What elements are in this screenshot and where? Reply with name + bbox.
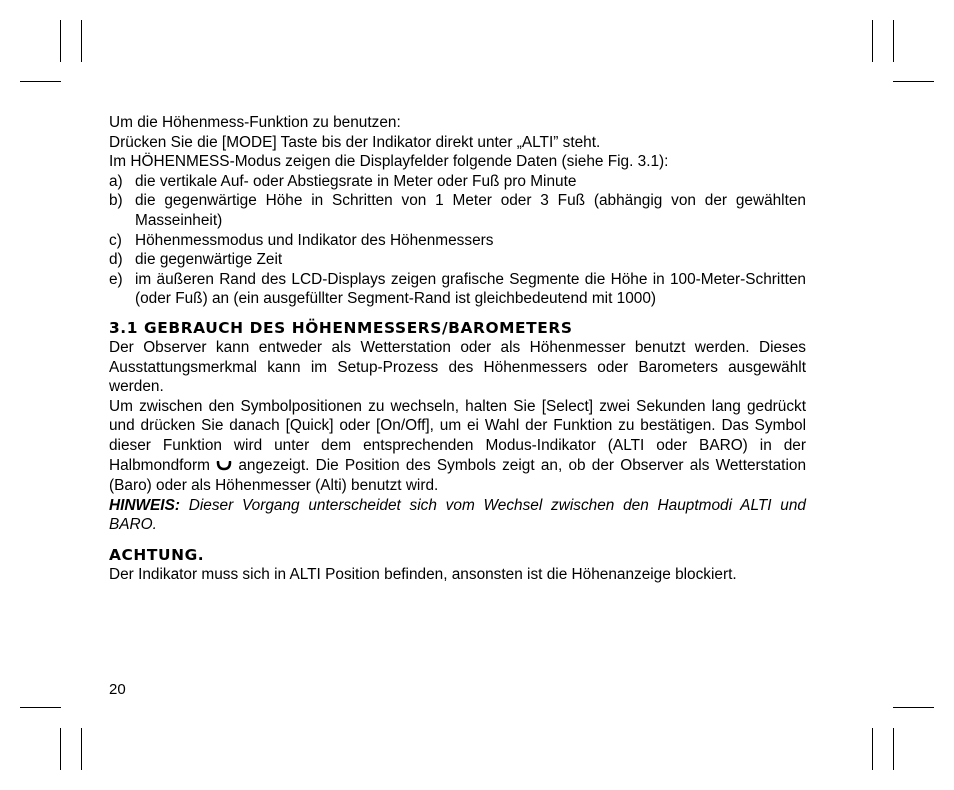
crop-mark: [893, 20, 894, 62]
halfmoon-icon: [216, 457, 232, 477]
page-number: 20: [109, 681, 126, 698]
paragraph-text: angezeigt. Die Position des Symbols zeigt an, ob der Observer als Wetterstation (Baro) oder als Höhenmesser (Alti) benutzt wird.: [109, 456, 806, 495]
display-fields-list: [109, 172, 806, 309]
crop-mark: [20, 81, 61, 82]
paragraph-text: Um zwischen den Symbolpositionen zu wechseln, halten Sie [Select] zwei Sekunden lang gedrückt und drücken Sie danach [Quick] oder [On/Off], um ei Wahl der Funktion zu bestätigen. Das Symbol dieser Funktion wird unter dem entsprechenden Modus-Indikator (ALTI oder BARO) in der Halbmondform: [109, 397, 806, 474]
list-marker: c): [109, 231, 122, 249]
crop-mark: [872, 728, 873, 770]
list-item-text: im äußeren Rand des LCD-Displays zeigen grafische Segmente die Höhe in 100-Meter-Schritten (oder Fuß) an (ein ausgefüllter Segment-Rand ist gleichbedeutend mit 1000): [135, 270, 806, 308]
intro-line: Im HÖHENMESS-Modus zeigen die Displayfelder folgende Daten (siehe Fig. 3.1):: [109, 153, 669, 171]
section-paragraph: Der Observer kann entweder als Wetterstation oder als Höhenmesser benutzt werden. Dieses Ausstattungsmerkmal kann im Setup-Prozess des Höhenmessers oder Barometers ausgewählt werden.: [109, 338, 806, 396]
crop-mark: [893, 707, 934, 708]
list-marker: e): [109, 270, 123, 288]
intro-line: Um die Höhenmess-Funktion zu benutzen:: [109, 114, 401, 131]
crop-mark: [60, 728, 61, 770]
intro-line: Drücken Sie die [MODE] Taste bis der Indikator direkt unter „ALTI” steht.: [109, 133, 601, 151]
page-content: [109, 113, 806, 584]
list-item: [109, 231, 806, 251]
list-item: [109, 250, 806, 270]
crop-mark: [872, 20, 873, 62]
crop-mark: [893, 81, 934, 82]
list-item-text: die gegenwärtige Höhe in Schritten von 1 Meter oder 3 Fuß (abhängig von der gewählten Masseinheit): [135, 192, 806, 229]
section-heading: 3.1 GEBRAUCH DES HÖHENMESSERS/BAROMETERS: [109, 318, 573, 337]
note-text: Dieser Vorgang unterscheidet sich vom Wechsel zwischen den Hauptmodi ALTI und BARO.: [109, 496, 806, 534]
warning-heading: ACHTUNG.: [109, 545, 205, 564]
warning-text: Der Indikator muss sich in ALTI Position befinden, ansonsten ist die Höhenanzeige blockiert.: [109, 565, 737, 583]
note-label: HINWEIS:: [109, 496, 180, 514]
list-marker: d): [109, 251, 123, 269]
list-item: [109, 191, 806, 230]
list-item-text: die gegenwärtige Zeit: [135, 251, 283, 269]
note: [109, 496, 806, 535]
list-item-text: die vertikale Auf- oder Abstiegsrate in Meter oder Fuß pro Minute: [135, 172, 577, 190]
list-item: [109, 172, 806, 192]
list-marker: b): [109, 192, 123, 210]
list-marker: a): [109, 172, 123, 190]
crop-mark: [893, 728, 894, 770]
crop-mark: [81, 728, 82, 770]
crop-mark: [60, 20, 61, 62]
list-item: [109, 270, 806, 309]
list-item-text: Höhenmessmodus und Indikator des Höhenmessers: [135, 231, 494, 249]
crop-mark: [20, 707, 61, 708]
section-paragraph: [109, 397, 806, 496]
crop-mark: [81, 20, 82, 62]
intro: [109, 113, 806, 172]
